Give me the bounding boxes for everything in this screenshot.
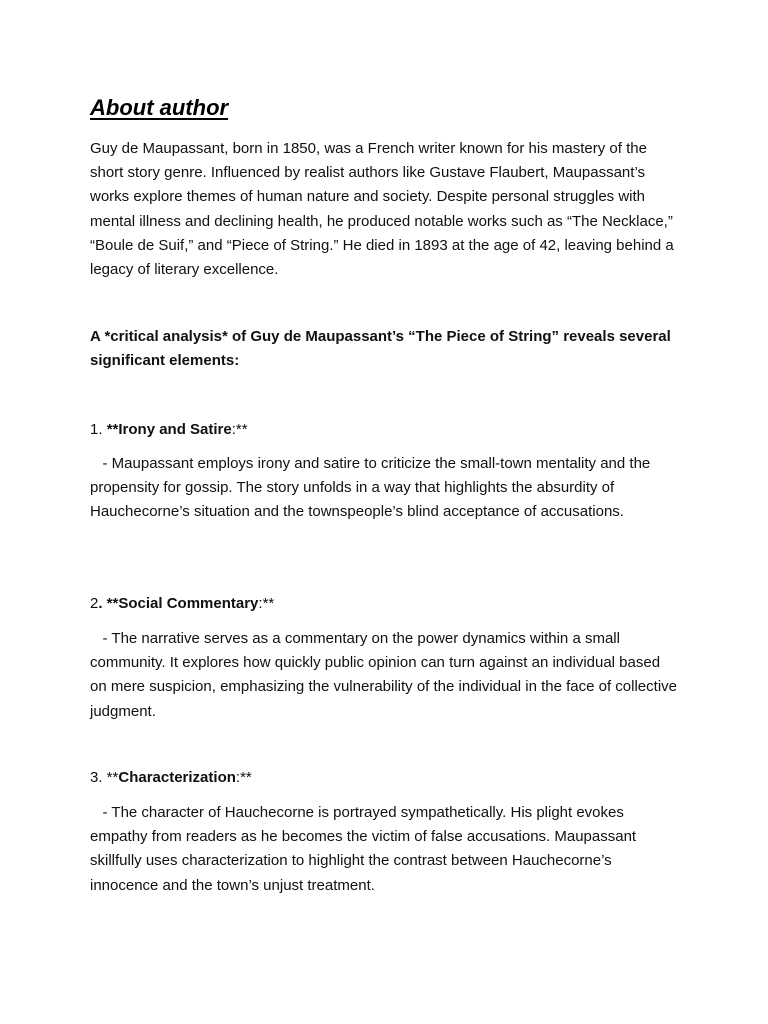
section-body-social-commentary: - The narrative serves as a commentary on the power dynamics within a small community. It explores how quickly public opinion can turn against an individual based on mere suspicion, emphasizing the vulnerability of the individual in the face of collective judgment. (90, 630, 682, 720)
section-heading-irony-satire (90, 418, 248, 442)
analysis-intro: A *critical analysis* of Guy de Maupassant’s “The Piece of String” reveals several significant elements: (90, 328, 671, 370)
section-heading-bold: . **Social Commentary (98, 595, 259, 612)
section-heading-bold: Characterization (118, 769, 236, 786)
about-author-title: About author (90, 95, 229, 120)
about-author-paragraph: Guy de Maupassant, born in 1850, was a French writer known for his mastery of the short story genre. Influenced by realist authors like Gustave Flaubert, Maupassant’s works explore themes of human nature and society. Despite personal struggles with mental illness and declining health, he produced notable works such as “The Necklace,” “Boule de Suif,” and “Piece of String.” He died in 1893 at the age of 42, leaving behind a legacy of literary excellence. (90, 140, 674, 279)
section-body-characterization: - The character of Hauchecorne is portrayed sympathetically. His plight evokes empathy from readers as he becomes the victim of false accusations. Maupassant skillfully uses characterization to highlight the contrast between Hauchecorne’s innocence and the town’s unjust treatment. (90, 804, 641, 894)
section-number: 2 (90, 595, 99, 612)
section-body-irony-satire: - Maupassant employs irony and satire to criticize the small-town mentality and the propensity for gossip. The story unfolds in a way that highlights the absurdity of Hauchecorne’s situation and the townspeople’s blind acceptance of accusations. (90, 455, 655, 521)
section-number: 3. ** (90, 769, 119, 786)
section-heading-suffix: :** (231, 421, 248, 438)
section-heading-bold: **Irony and Satire (106, 421, 232, 438)
section-heading-suffix: :** (258, 595, 275, 612)
section-heading-social-commentary (90, 592, 274, 616)
section-heading-suffix: :** (235, 769, 252, 786)
document-page (90, 0, 680, 1024)
section-number: 1. (90, 421, 107, 438)
section-heading-characterization (90, 766, 252, 790)
